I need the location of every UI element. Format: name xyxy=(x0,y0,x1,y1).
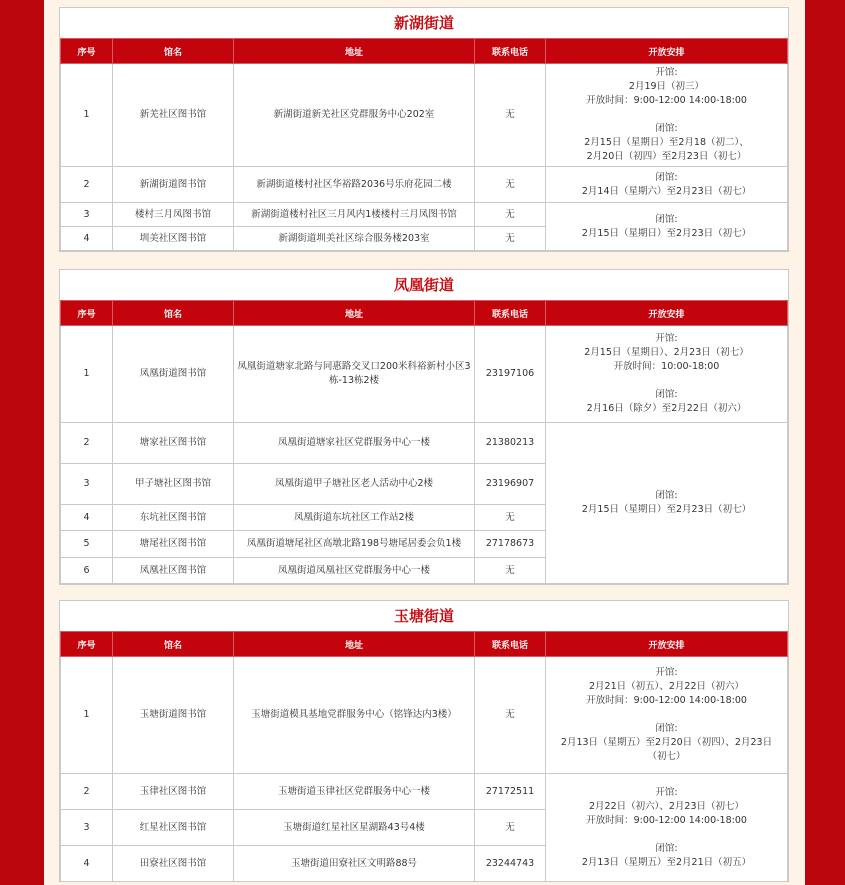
cell-phone: 27172511 xyxy=(475,774,546,810)
cell-no: 1 xyxy=(61,64,113,167)
open-time: 开放时间：10:00-18:00 xyxy=(613,361,720,372)
closed-label: 闭馆: xyxy=(655,490,678,501)
cell-schedule xyxy=(546,423,788,584)
closed-dates: 2月15日（星期日）至2月23日（初七） xyxy=(581,227,752,239)
closed-dates: 2月13日（星期五）至2月21日（初五） xyxy=(581,856,752,868)
cell-no: 4 xyxy=(61,505,113,531)
cell-name: 凤凰社区图书馆 xyxy=(113,558,234,584)
open-label: 开馆: xyxy=(655,667,678,678)
page xyxy=(44,0,805,885)
open-label: 开馆: xyxy=(655,67,678,78)
section-xinhu xyxy=(59,7,789,252)
closed-label: 闭馆: xyxy=(655,842,678,854)
cell-phone: 无 xyxy=(475,203,546,227)
open-label: 开馆: xyxy=(655,786,678,798)
header-phone: 联系电话 xyxy=(475,632,546,657)
cell-name: 东坑社区图书馆 xyxy=(113,505,234,531)
cell-schedule xyxy=(546,774,788,882)
cell-address: 玉塘街道玉律社区党群服务中心一楼 xyxy=(234,774,475,810)
table-header-row xyxy=(61,632,788,657)
table-header-row xyxy=(61,39,788,64)
closed-dates: 2月20日（初四）至2月23日（初七） xyxy=(586,151,747,162)
library-table xyxy=(60,38,788,251)
table-row xyxy=(61,326,788,423)
cell-name: 圳美社区图书馆 xyxy=(113,227,234,251)
header-name: 馆名 xyxy=(113,39,234,64)
table-row xyxy=(61,774,788,810)
table-row xyxy=(61,167,788,203)
table-row xyxy=(61,423,788,464)
header-schedule: 开放安排 xyxy=(546,39,788,64)
cell-schedule xyxy=(546,326,788,423)
cell-no: 3 xyxy=(61,203,113,227)
header-no: 序号 xyxy=(61,301,113,326)
header-phone: 联系电话 xyxy=(475,39,546,64)
table-row xyxy=(61,203,788,227)
cell-no: 4 xyxy=(61,846,113,882)
cell-schedule xyxy=(546,167,788,203)
section-title: 玉塘街道 xyxy=(60,601,788,631)
header-no: 序号 xyxy=(61,632,113,657)
closed-label: 闭馆: xyxy=(655,171,678,183)
cell-name: 新羌社区图书馆 xyxy=(113,64,234,167)
header-name: 馆名 xyxy=(113,632,234,657)
cell-phone: 无 xyxy=(475,227,546,251)
cell-no: 2 xyxy=(61,167,113,203)
cell-no: 2 xyxy=(61,774,113,810)
open-time: 开放时间：9:00-12:00 14:00-18:00 xyxy=(586,814,747,826)
cell-address: 凤凰街道塘家社区党群服务中心一楼 xyxy=(234,423,475,464)
header-phone: 联系电话 xyxy=(475,301,546,326)
cell-phone: 23196907 xyxy=(475,464,546,505)
header-address: 地址 xyxy=(234,301,475,326)
cell-phone: 无 xyxy=(475,64,546,167)
open-dates: 2月22日（初六）、2月23日（初七） xyxy=(588,800,744,812)
cell-address: 新湖街道新羌社区党群服务中心202室 xyxy=(234,64,475,167)
cell-name: 田寮社区图书馆 xyxy=(113,846,234,882)
open-dates: 2月15日（星期日）、2月23日（初七） xyxy=(584,347,749,358)
cell-address: 新湖街道圳美社区综合服务楼203室 xyxy=(234,227,475,251)
cell-schedule xyxy=(546,657,788,774)
header-address: 地址 xyxy=(234,39,475,64)
section-title: 凤凰街道 xyxy=(60,270,788,300)
closed-dates: 2月13日（星期五）至2月20日（初四）、2月23日 xyxy=(560,737,773,748)
cell-phone: 21380213 xyxy=(475,423,546,464)
cell-address: 凤凰街道凤凰社区党群服务中心一楼 xyxy=(234,558,475,584)
closed-dates: （初七） xyxy=(647,751,686,762)
open-dates: 2月19日（初三） xyxy=(628,81,705,92)
cell-no: 6 xyxy=(61,558,113,584)
section-yutang xyxy=(59,600,789,882)
cell-phone: 无 xyxy=(475,505,546,531)
cell-no: 5 xyxy=(61,531,113,558)
library-table xyxy=(60,300,788,584)
cell-name: 甲子塘社区图书馆 xyxy=(113,464,234,505)
cell-name: 玉塘街道图书馆 xyxy=(113,657,234,774)
cell-phone: 无 xyxy=(475,657,546,774)
open-time: 开放时间：9:00-12:00 14:00-18:00 xyxy=(586,95,747,106)
cell-no: 4 xyxy=(61,227,113,251)
cell-phone: 27178673 xyxy=(475,531,546,558)
cell-name: 塘尾社区图书馆 xyxy=(113,531,234,558)
cell-name: 新湖街道图书馆 xyxy=(113,167,234,203)
cell-phone: 23197106 xyxy=(475,326,546,423)
section-fenghuang xyxy=(59,269,789,585)
table-header-row xyxy=(61,301,788,326)
section-title: 新湖街道 xyxy=(60,8,788,38)
cell-schedule xyxy=(546,64,788,167)
closed-label: 闭馆: xyxy=(655,723,678,734)
closed-dates: 2月15日（星期日）至2月23日（初七） xyxy=(581,504,752,515)
closed-dates: 2月16日（除夕）至2月22日（初六） xyxy=(586,403,747,414)
cell-phone: 23244743 xyxy=(475,846,546,882)
cell-no: 2 xyxy=(61,423,113,464)
cell-address: 凤凰街道塘尾社区高墩北路198号塘尾居委会负1楼 xyxy=(234,531,475,558)
cell-address: 新湖街道楼村社区华裕路2036号乐府花园二楼 xyxy=(234,167,475,203)
cell-no: 3 xyxy=(61,810,113,846)
cell-name: 玉律社区图书馆 xyxy=(113,774,234,810)
library-table xyxy=(60,631,788,882)
cell-address: 玉塘街道红星社区星湖路43号4楼 xyxy=(234,810,475,846)
cell-name: 凤凰街道图书馆 xyxy=(113,326,234,423)
cell-address: 玉塘街道模具基地党群服务中心（铭锋达内3楼） xyxy=(234,657,475,774)
closed-label: 闭馆: xyxy=(655,123,678,134)
header-no: 序号 xyxy=(61,39,113,64)
cell-address: 玉塘街道田寮社区文明路88号 xyxy=(234,846,475,882)
cell-no: 1 xyxy=(61,326,113,423)
cell-address: 凤凰街道塘家北路与同惠路交叉口200米科裕新村小区3栋-13栋2楼 xyxy=(234,326,475,423)
closed-label: 闭馆: xyxy=(655,213,678,225)
header-schedule: 开放安排 xyxy=(546,301,788,326)
open-label: 开馆: xyxy=(655,333,678,344)
cell-phone: 无 xyxy=(475,167,546,203)
cell-name: 塘家社区图书馆 xyxy=(113,423,234,464)
cell-name: 楼村三月凤图书馆 xyxy=(113,203,234,227)
closed-dates: 2月15日（星期日）至2月18（初二）、 xyxy=(584,137,749,148)
cell-address: 凤凰街道甲子塘社区老人活动中心2楼 xyxy=(234,464,475,505)
table-row xyxy=(61,657,788,774)
cell-address: 新湖街道楼村社区三月风内1楼楼村三月凤图书馆 xyxy=(234,203,475,227)
cell-schedule xyxy=(546,203,788,251)
cell-phone: 无 xyxy=(475,810,546,846)
closed-dates: 2月14日（星期六）至2月23日（初七） xyxy=(581,185,752,197)
cell-phone: 无 xyxy=(475,558,546,584)
cell-address: 凤凰街道东坑社区工作站2楼 xyxy=(234,505,475,531)
open-dates: 2月21日（初五）、2月22日（初六） xyxy=(588,681,744,692)
cell-name: 红星社区图书馆 xyxy=(113,810,234,846)
header-address: 地址 xyxy=(234,632,475,657)
open-time: 开放时间：9:00-12:00 14:00-18:00 xyxy=(586,695,747,706)
cell-no: 1 xyxy=(61,657,113,774)
table-row xyxy=(61,64,788,167)
header-schedule: 开放安排 xyxy=(546,632,788,657)
closed-label: 闭馆: xyxy=(655,389,678,400)
cell-no: 3 xyxy=(61,464,113,505)
header-name: 馆名 xyxy=(113,301,234,326)
